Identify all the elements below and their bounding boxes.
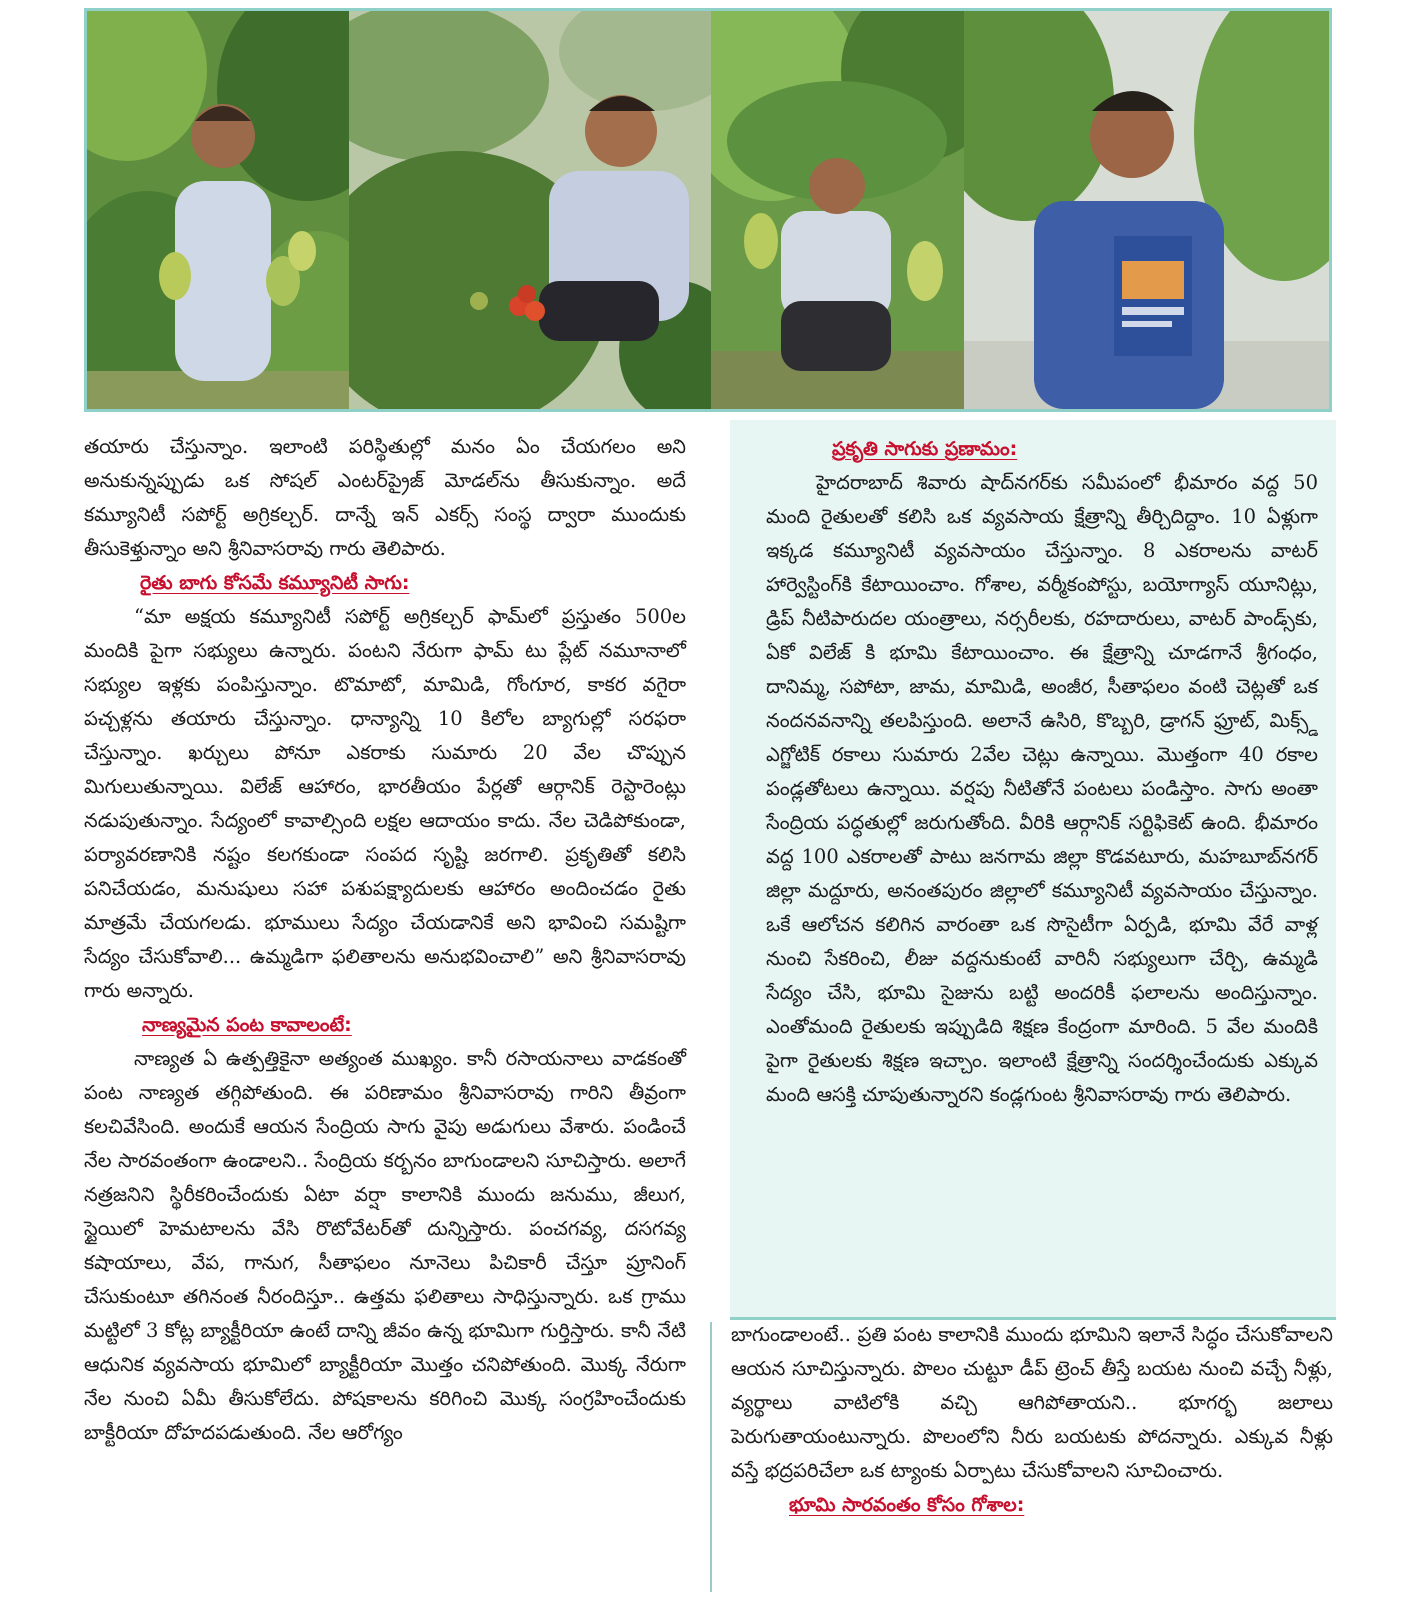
right-bottom-paragraph: బాగుండాలంటే.. ప్రతి పంట కాలానికి ముందు భూమిని ఇలానే సిద్ధం చేసుకోవాలని ఆయన సూచిస్తున్నారు. పొలం చుట్టూ డీప్ ట్రెంచ్ తీస్తే బయట నుంచి వచ్చే నీళ్లు, వ్యర్థాలు వాటిలోకి వచ్చి ఆగిపోతాయని.. భూగర్భ జలాలు పెరుగుతాయంటున్నారు. పొలంలోని నీరు బయటకు పోదన్నారు. ఎక్కువ నీళ్లు వస్తే భద్రపరిచేలా ఒక ట్యాంకు ఏర్పాటు చేసుకోవాలని సూచించారు. [731,1323,1333,1482]
photo-man-under-mango-tree [711,11,964,409]
right-box-paragraph: హైదరాబాద్ శివారు షాద్‌నగర్‌కు సమీపంలో భీమారం వద్ద 50 మంది రైతులతో కలిసి ఒక వ్యవసాయ క్షేత్రాన్ని తీర్చిదిద్దాం. 10 ఏళ్లుగా ఇక్కడ కమ్యూనిటీ వ్యవసాయం చేస్తున్నాం. 8 ఎకరాలను వాటర్ హార్వెస్టింగ్‌కి కేటాయించాం. గోశాల, వర్మీకంపోస్టు, బయోగ్యాస్ యూనిట్లు, డ్రిప్ నీటిపారుదల యంత్రాలు, నర్సరీలకు, రహదారులు, వాటర్ పాండ్స్‌కు, ఏకో విలేజ్ కి భూమి కేటాయించాం. ఈ క్షేత్రాన్ని చూడగానే శ్రీగంధం, దానిమ్మ, సపోటా, జామ, మామిడి, అంజీర, సీతాఫలం వంటి చెట్లతో ఒక నందనవనాన్ని తలపిస్తుంది. అలానే ఉసిరి, కొబ్బరి, డ్రాగన్ ఫ్రూట్, మిక్స్డ్ ఎగ్జోటిక్ రకాలు సుమారు 2వేల చెట్లు ఉన్నాయి. మొత్తంగా 40 రకాల పండ్లతోటలు ఉన్నాయి. వర్షపు నీటితోనే పంటలు పండిస్తాం. సాగు అంతా సేంద్రియ పద్ధతుల్లో జరుగుతోంది. వీరికి ఆర్గానిక్ సర్టిఫికెట్ ఉంది. భీమారం వద్ద 100 ఎకరాలతో పాటు జనగామ జిల్లా కొడవటూరు, మహబూబ్‌నగర్ జిల్లా మద్దూరు, అనంతపురం జిల్లాలో కమ్యూనిటీ వ్యవసాయం చేస్తున్నాం. ఒకే ఆలోచన కలిగిన వారంతా ఒక సొసైటీగా ఏర్పడి, భూమి వేరే వాళ్ల నుంచి సేకరించి, లీజు వద్దనుకుంటే వారినీ సభ్యులుగా చేర్చి, ఉమ్మడి సేద్యం చేసి, భూమి సైజును బట్టి అందరికీ ఫలాలను అందిస్తున్నాం. ఎంతోమంది రైతులకు ఇప్పుడిది శిక్షణ కేంద్రంగా మారింది. 5 వేల మందికి పైగా రైతులకు శిక్షణ ఇచ్చాం. ఇలాంటి క్షేత్రాన్ని సందర్శించేందుకు ఎక్కువ మంది ఆసక్తి చూపుతున్నారని కండ్లగుంట శ్రీనివాసరావు గారు తెలిపారు. [766,471,1318,1106]
left-paragraph-1: తయారు చేస్తున్నాం. ఇలాంటి పరిస్థితుల్లో మనం ఏం చేయగలం అని అనుకున్నప్పుడు ఒక సోషల్ ఎంటర్‌ప్రైజ్ మోడల్‌ను తీసుకున్నాం. అదే కమ్యూనిటీ సపోర్ట్ అగ్రికల్చర్. దాన్నే ఇన్ ఎకర్స్ సంస్థ ద్వారా ముందుకు తీసుకెళ్తున్నాం అని శ్రీనివాసరావు గారు తెలిపారు. [84,435,686,560]
right-highlight-box [730,420,1336,1320]
right-subheading-goshala: భూమి సారవంతం కోసం గోశాల: [789,1494,1025,1516]
photo-strip [84,8,1332,412]
right-bottom-column [731,1318,1333,1522]
left-subheading-quality-crop: నాణ్యమైన పంట కావాలంటే: [142,1014,352,1036]
left-column [84,430,686,1450]
photo-man-with-mangoes [87,11,349,409]
left-subheading-community-farming: రైతు బాగు కోసమే కమ్యూనిటీ సాగు: [140,572,410,594]
photo-man-with-tomatoes [349,11,711,409]
right-subheading-natural-farming: ప్రకృతి సాగుకు ప్రణామం: [832,438,1018,460]
left-paragraph-2: “మా అక్షయ కమ్యూనిటీ సపోర్ట్ అగ్రికల్చర్ ఫామ్‌లో ప్రస్తుతం 500ల మందికి పైగా సభ్యులు ఉన్నారు. పంటని నేరుగా ఫామ్ టు ప్లేట్ నమూనాలో సభ్యుల ఇళ్లకు పంపిస్తున్నాం. టొమాటో, మామిడి, గోంగూర, కాకర వగైరా పచ్చళ్లను తయారు చేస్తున్నాం. ధాన్యాన్ని 10 కిలోల బ్యాగుల్లో సరఫరా చేస్తున్నాం. ఖర్చులు పోనూ ఎకరాకు సుమారు 20 వేల చొప్పున మిగులుతున్నాయి. విలేజ్ ఆహారం, భారతీయం పేర్లతో ఆర్గానిక్ రెస్టారెంట్లు నడుపుతున్నాం. సేద్యంలో కావాల్సింది లక్షల ఆదాయం కాదు. నేల చెడిపోకుండా, పర్యావరణానికి నష్టం కలగకుండా సంపద సృష్టి జరగాలి. ప్రకృతితో కలిసి పనిచేయడం, మనుషులు సహా పశుపక్ష్యాదులకు ఆహారం అందించడం రైతు మాత్రమే చేయగలడు. భూములు సేద్యం చేయడానికే అని భావించి సమష్టిగా సేద్యం చేసుకోవాలి... ఉమ్మడిగా ఫలితాలను అనుభవించాలి” అని శ్రీనివాసరావు గారు అన్నారు. [84,605,686,1002]
right-box-column [766,432,1318,1112]
column-divider [710,1322,712,1592]
photo-man-with-booklet [964,11,1329,409]
left-paragraph-3: నాణ్యత ఏ ఉత్పత్తికైనా అత్యంత ముఖ్యం. కానీ రసాయనాలు వాడకంతో పంట నాణ్యత తగ్గిపోతుంది. ఈ పరిణామం శ్రీనివాసరావు గారిని తీవ్రంగా కలచివేసింది. అందుకే ఆయన సేంద్రియ సాగు వైపు అడుగులు వేశారు. పండించే నేల సారవంతంగా ఉండాలని.. సేంద్రియ కర్బనం బాగుండాలని సూచిస్తారు. అలాగే నత్రజనిని స్థిరీకరించేందుకు ఏటా వర్షా కాలానికి ముందు జనుము, జీలుగ, స్టైయిలో హెమటాలను వేసి రొటోవేటర్‌తో దున్నిస్తారు. పంచగవ్య, దసగవ్య కషాయాలు, వేప, గానుగ, సీతాఫలం నూనెలు పిచికారీ చేస్తూ ప్రూనింగ్ చేసుకుంటూ తగినంత నీరందిస్తూ.. ఉత్తమ ఫలితాలు సాధిస్తున్నారు. ఒక గ్రాము మట్టిలో 3 కోట్ల బ్యాక్టీరియా ఉంటే దాన్ని జీవం ఉన్న భూమిగా గుర్తిస్తారు. కానీ నేటి ఆధునిక వ్యవసాయ భూమిలో బ్యాక్టీరియా మొత్తం చనిపోతుంది. మొక్క నేరుగా నేల నుంచి ఏమీ తీసుకోలేదు. పోషకాలను కరిగించి మొక్క సంగ్రహించేందుకు బాక్టీరియా దోహదపడుతుంది. నేల ఆరోగ్యం [84,1047,686,1444]
